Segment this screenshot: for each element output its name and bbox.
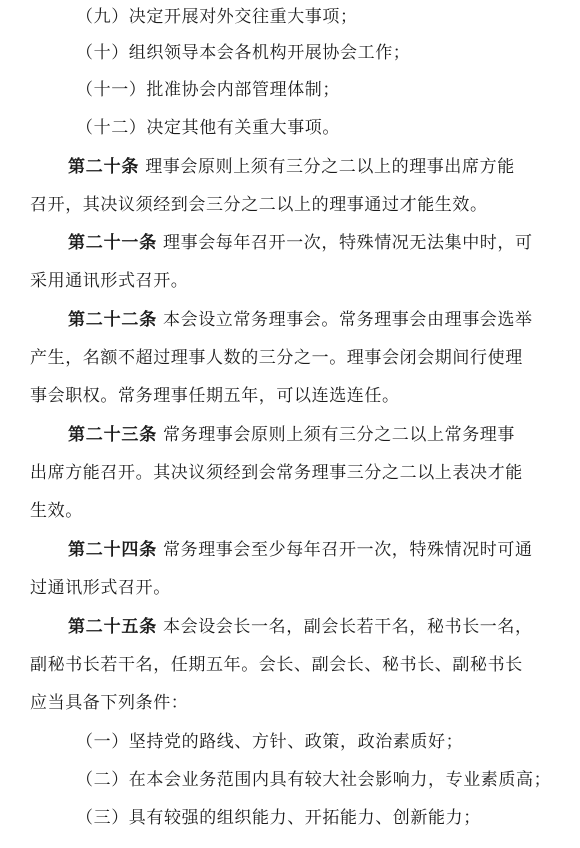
article-number: 第二十三条 (68, 425, 157, 445)
list-item: （一）坚持党的路线、方针、政策，政治素质好； (76, 732, 464, 752)
article-text-line: 召开，其决议须经到会三分之二以上的理事通过才能生效。 (30, 195, 488, 215)
article-text-line: 应当具备下列条件： (30, 693, 189, 713)
list-item: （三）具有较强的组织能力、开拓能力、创新能力； (76, 808, 481, 828)
article-number: 第二十条 (68, 157, 140, 177)
article-text-line: 副秘书长若干名，任期五年。会长、副会长、秘书长、副秘书长 (30, 655, 523, 675)
list-item: （二）在本会业务范围内具有较大社会影响力，专业素质高； (76, 770, 552, 790)
article-number: 第二十四条 (68, 540, 157, 560)
article-number: 第二十一条 (68, 233, 157, 253)
list-item: （十）组织领导本会各机构开展协会工作； (76, 43, 411, 63)
article-text-line: 过通讯形式召开。 (30, 578, 171, 598)
list-item: （十一）批准协会内部管理体制； (76, 80, 340, 100)
list-item: （九）决定开展对外交往重大事项； (76, 7, 358, 27)
article-number: 第二十二条 (68, 310, 157, 330)
article-23-first-line (68, 424, 515, 446)
article-22-first-line (68, 309, 533, 331)
article-25-first-line (68, 616, 533, 638)
article-text: 常务理事会至少每年召开一次，特殊情况时可通 (157, 540, 533, 560)
article-text-line: 出席方能召开。其决议须经到会常务理事三分之二以上表决才能 (30, 463, 523, 483)
article-24-first-line (68, 539, 533, 561)
article-text-line: 生效。 (30, 501, 83, 521)
article-number: 第二十五条 (68, 617, 157, 637)
article-text: 理事会原则上须有三分之二以上的理事出席方能 (139, 157, 515, 177)
list-item: （十二）决定其他有关重大事项。 (76, 118, 340, 138)
article-20-first-line (68, 156, 515, 178)
article-text-line: 事会职权。常务理事任期五年，可以连选连任。 (30, 386, 400, 406)
article-text-line: 采用通讯形式召开。 (30, 271, 189, 291)
article-text-line: 产生，名额不超过理事人数的三分之一。理事会闭会期间行使理 (30, 348, 523, 368)
article-text: 常务理事会原则上须有三分之二以上常务理事 (157, 425, 516, 445)
article-text: 本会设立常务理事会。常务理事会由理事会选举 (157, 310, 533, 330)
article-text: 本会设会长一名，副会长若干名，秘书长一名， (157, 617, 533, 637)
article-21-first-line (68, 232, 533, 254)
article-text: 理事会每年召开一次，特殊情况无法集中时，可 (157, 233, 533, 253)
